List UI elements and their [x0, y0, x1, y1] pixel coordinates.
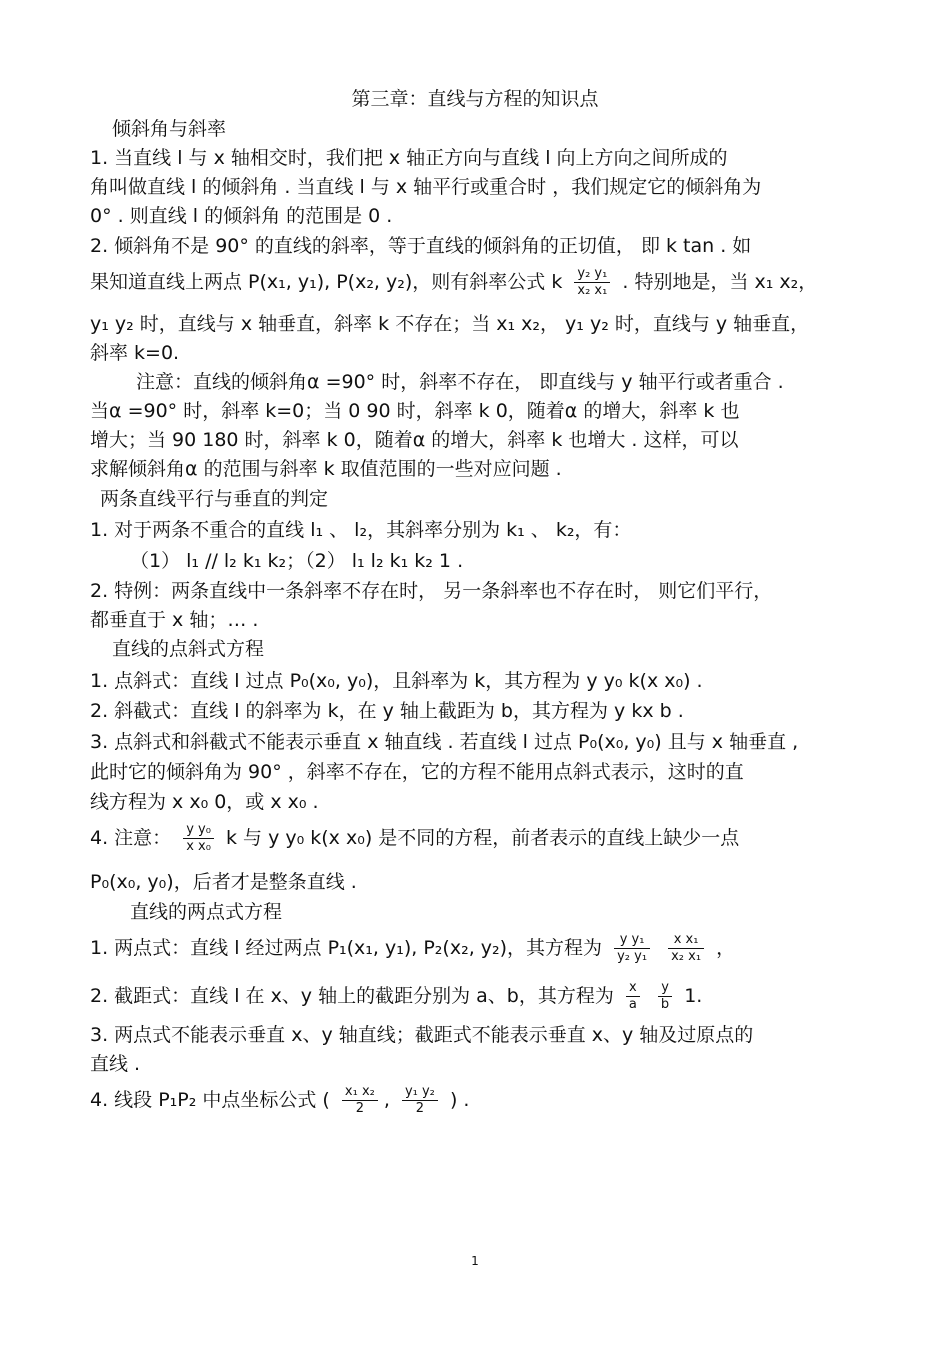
text-segment: 果知道直线上两点 P(x₁, y₁), P(x₂, y₂)，则有斜率公式 k	[90, 271, 563, 293]
two-point-fraction-y	[614, 932, 650, 965]
midpoint-fraction-y	[402, 1084, 438, 1117]
text-line: 2. 倾斜角不是 90° 的直线的斜率，等于直线的倾斜角的正切值， 即 k tan . 如	[90, 235, 752, 257]
section-heading-two-point: 直线的两点式方程	[130, 901, 283, 923]
text-line: 注意：直线的倾斜角α =90° 时，斜率不存在， 即直线与 y 轴平行或者重合 .	[136, 371, 784, 393]
section-heading-slope: 倾斜角与斜率	[112, 118, 227, 140]
fraction-numerator: x	[626, 980, 640, 997]
text-line: 2. 特例：两条直线中一条斜率不存在时， 另一条斜率也不存在时， 则它们平行，	[90, 580, 773, 602]
text-line: y₁ y₂ 时，直线与 x 轴垂直，斜率 k 不存在；当 x₁ x₂， y₁ y₂ 时，直线与 y 轴垂直，	[90, 313, 810, 335]
text-segment: ) .	[449, 1089, 470, 1111]
text-segment: 4. 注意：	[90, 827, 172, 849]
text-line: 角叫做直线 l 的倾斜角 . 当直线 l 与 x 轴平行或重合时 ，我们规定它的倾斜角为	[90, 176, 762, 198]
note-fraction	[183, 822, 214, 855]
fraction-numerator: y y₀	[183, 822, 214, 839]
intercept-fraction-y	[658, 980, 672, 1013]
text-segment: 4. 线段 P₁P₂ 中点坐标公式 (	[90, 1089, 330, 1111]
text-line: 1. 当直线 l 与 x 轴相交时，我们把 x 轴正方向与直线 l 向上方向之间所成的	[90, 147, 728, 169]
text-line: 增大；当 90 180 时，斜率 k 0，随着α 的增大，斜率 k 也增大 . 这样，可以	[90, 429, 739, 451]
slope-formula-line	[90, 266, 860, 299]
fraction-numerator: y₁ y₂	[402, 1084, 438, 1101]
text-line: 直线 .	[90, 1053, 141, 1075]
text-line: 1. 点斜式：直线 l 过点 P₀(x₀, y₀)，且斜率为 k，其方程为 y y₀ k(x x₀) .	[90, 670, 703, 692]
text-line: P₀(x₀, y₀)，后者才是整条直线 .	[90, 871, 357, 893]
text-line: 此时它的倾斜角为 90° ，斜率不存在，它的方程不能用点斜式表示，这时的直	[90, 761, 744, 783]
text-line: 当α =90° 时，斜率 k=0；当 0 90 时，斜率 k 0，随着α 的增大，斜率 k 也	[90, 400, 740, 422]
text-line: 2. 斜截式：直线 l 的斜率为 k，在 y 轴上截距为 b，其方程为 y kx b .	[90, 700, 684, 722]
two-point-fraction-x	[668, 932, 704, 965]
fraction-numerator: x x₁	[668, 932, 704, 949]
text-line: 3. 点斜式和斜截式不能表示垂直 x 轴直线 . 若直线 l 过点 P₀(x₀, y₀) 且与 x 轴垂直 ,	[90, 731, 799, 753]
text-segment: . 特别地是，当 x₁ x₂，	[622, 271, 818, 293]
slope-fraction	[574, 266, 610, 299]
note-formula-line	[90, 820, 860, 856]
text-segment: 1.	[684, 985, 703, 1007]
fraction-denominator: 2	[355, 1101, 365, 1116]
midpoint-fraction-x	[342, 1084, 378, 1117]
text-line: 都垂直于 x 轴；… .	[90, 609, 259, 631]
text-line: 求解倾斜角α 的范围与斜率 k 取值范围的一些对应问题 .	[90, 458, 562, 480]
fraction-numerator: y	[658, 980, 672, 997]
text-line: 线方程为 x x₀ 0，或 x x₀ .	[90, 791, 319, 813]
text-line: 0° . 则直线 l 的倾斜角 的范围是 0 .	[90, 205, 393, 227]
text-segment: ，	[716, 937, 736, 959]
two-point-formula-line	[90, 930, 860, 966]
fraction-numerator: x₁ x₂	[342, 1084, 378, 1101]
section-heading-parallel-perpendicular: 两条直线平行与垂直的判定	[100, 488, 329, 510]
fraction-denominator: x₂ x₁	[577, 283, 608, 298]
section-heading-point-slope: 直线的点斜式方程	[112, 638, 265, 660]
fraction-numerator: y y₁	[614, 932, 650, 949]
text-line: 3. 两点式不能表示垂直 x、y 轴直线；截距式不能表示垂直 x、y 轴及过原点的	[90, 1024, 754, 1046]
text-segment: k 与 y y₀ k(x x₀) 是不同的方程，前者表示的直线上缺少一点	[226, 827, 740, 849]
fraction-denominator: y₂ y₁	[617, 949, 648, 964]
text-line: （1） l₁ // l₂ k₁ k₂；（2） l₁ l₂ k₁ k₂ 1 .	[130, 550, 464, 572]
fraction-denominator: 2	[415, 1101, 425, 1116]
text-segment: 1. 两点式：直线 l 经过两点 P₁(x₁, y₁), P₂(x₂, y₂)，其方程为	[90, 937, 603, 959]
fraction-denominator: b	[660, 997, 670, 1012]
text-line: 1. 对于两条不重合的直线 l₁ 、 l₂，其斜率分别为 k₁ 、 k₂，有：	[90, 519, 632, 541]
text-line: 斜率 k=0.	[90, 342, 180, 364]
fraction-denominator: x x₀	[186, 839, 211, 854]
text-segment: 2. 截距式：直线 l 在 x、y 轴上的截距分别为 a、b，其方程为	[90, 985, 614, 1007]
fraction-denominator: x₂ x₁	[671, 949, 702, 964]
intercept-fraction-x	[626, 980, 640, 1013]
page-title: 第三章：直线与方程的知识点	[351, 88, 599, 110]
fraction-numerator: y₂ y₁	[574, 266, 610, 283]
fraction-denominator: a	[628, 997, 637, 1012]
midpoint-formula-line: 4. 线段 P₁P₂ 中点坐标公式 ( $\frac{\text{x₁ x₂}}{2}$ , $\frac{\text{y₁ y₂}}{2}$ ) .	[90, 1084, 470, 1116]
page-number: 1	[471, 1254, 479, 1268]
intercept-formula-line	[90, 978, 860, 1014]
